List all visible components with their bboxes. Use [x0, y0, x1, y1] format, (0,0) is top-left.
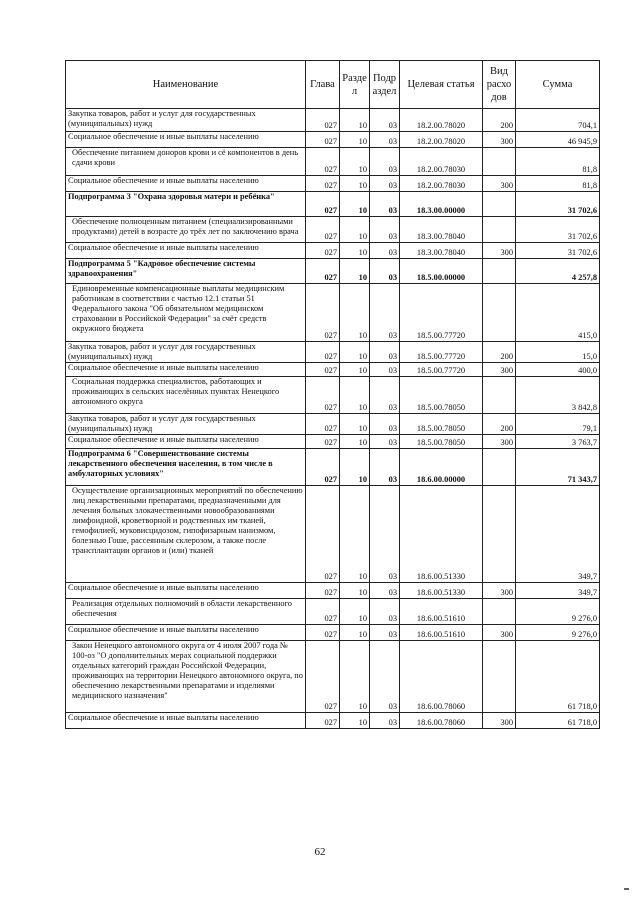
row-subsection-cell: 03: [370, 435, 400, 449]
row-name-cell: Подпрограмма 5 "Кадровое обеспечение системы здравоохранения": [66, 259, 306, 284]
table-row: [66, 109, 600, 132]
row-name-cell: Закупка товаров, работ и услуг для государственных (муниципальных) нужд: [66, 109, 306, 132]
table-row: [66, 148, 600, 176]
row-subsection-cell: 03: [370, 284, 400, 342]
row-name-cell: Социальная поддержка специалистов, работающих и проживающих в сельских населённых пунктах Ненецкого автономного округа: [66, 377, 306, 414]
row-amount-cell: 81,8: [516, 176, 600, 192]
header-exptype: Вид расхо дов: [483, 61, 516, 109]
header-chapter: Глава: [306, 61, 340, 109]
row-exptype-cell: [483, 148, 516, 176]
row-name-cell: Осуществление организационных мероприятий по обеспечению лиц лекарственными препаратами, предназначенными для лечения больных злокачественными новообразованиями лимфоидной, кроветворной и родственных им тканей, гемофилией, муковисцидозом, гипофизарным нанизмом, болезнью Гоше, рассеянным склерозом, а также после трансплантации органов и (или) тканей: [66, 486, 306, 583]
row-amount-cell: 46 945,9: [516, 132, 600, 148]
row-subsection-cell: 03: [370, 625, 400, 641]
row-name-cell: Социальное обеспечение и иные выплаты населению: [66, 176, 306, 192]
row-subsection-cell: 03: [370, 259, 400, 284]
table-row: [66, 192, 600, 217]
row-amount-cell: 415,0: [516, 284, 600, 342]
row-exptype-cell: [483, 449, 516, 486]
row-chapter-cell: 027: [306, 148, 340, 176]
table-row: [66, 486, 600, 583]
row-target-cell: 18.5.00.78050: [400, 435, 483, 449]
row-target-cell: 18.3.00.78040: [400, 243, 483, 259]
row-chapter-cell: 027: [306, 342, 340, 363]
row-subsection-cell: 03: [370, 132, 400, 148]
row-target-cell: 18.6.00.00000: [400, 449, 483, 486]
row-exptype-cell: 300: [483, 435, 516, 449]
row-target-cell: 18.5.00.77720: [400, 363, 483, 377]
row-amount-cell: 81,8: [516, 148, 600, 176]
row-target-cell: 18.5.00.77720: [400, 284, 483, 342]
header-target: Целевая статья: [400, 61, 483, 109]
table-row: [66, 132, 600, 148]
row-exptype-cell: 200: [483, 342, 516, 363]
table-row: [66, 259, 600, 284]
row-subsection-cell: 03: [370, 599, 400, 625]
row-subsection-cell: 03: [370, 449, 400, 486]
row-amount-cell: 79,1: [516, 414, 600, 435]
row-chapter-cell: 027: [306, 449, 340, 486]
row-exptype-cell: 300: [483, 363, 516, 377]
table-row: [66, 243, 600, 259]
row-target-cell: 18.6.00.78060: [400, 713, 483, 729]
row-section-cell: 10: [340, 486, 370, 583]
row-exptype-cell: 200: [483, 109, 516, 132]
row-amount-cell: 15,0: [516, 342, 600, 363]
header-name: Наименование: [66, 61, 306, 109]
row-name-cell: Обеспечение полноценным питанием (специализированными продуктами) детей в возрасте до трёх лет по заключению врача: [66, 217, 306, 243]
row-section-cell: 10: [340, 377, 370, 414]
row-amount-cell: 9 276,0: [516, 625, 600, 641]
row-section-cell: 10: [340, 132, 370, 148]
row-target-cell: 18.6.00.51610: [400, 625, 483, 641]
budget-table: [65, 60, 600, 729]
row-section-cell: 10: [340, 625, 370, 641]
row-section-cell: 10: [340, 176, 370, 192]
row-exptype-cell: [483, 259, 516, 284]
row-name-cell: Закон Ненецкого автономного округа от 4 июля 2007 года № 100-оз "О дополнительных мерах социальной поддержки отдельных категорий граждан Российской Федерации, проживающих на территории Ненецкого автономного округа, по обеспечению лекарственными препаратами и изделиями медицинского назначения": [66, 641, 306, 713]
row-subsection-cell: 03: [370, 641, 400, 713]
row-subsection-cell: 03: [370, 192, 400, 217]
header-subsection: Подр аздел: [370, 61, 400, 109]
row-amount-cell: 4 257,8: [516, 259, 600, 284]
table-row: [66, 377, 600, 414]
header-section: Разде л: [340, 61, 370, 109]
table-header-row: [66, 61, 600, 109]
table-row: [66, 176, 600, 192]
row-subsection-cell: 03: [370, 243, 400, 259]
row-amount-cell: 3 842,8: [516, 377, 600, 414]
row-amount-cell: 3 763,7: [516, 435, 600, 449]
row-amount-cell: 400,0: [516, 363, 600, 377]
row-section-cell: 10: [340, 109, 370, 132]
row-amount-cell: 61 718,0: [516, 713, 600, 729]
row-name-cell: Реализация отдельных полномочий в области лекарственного обеспечения: [66, 599, 306, 625]
row-target-cell: 18.6.00.51330: [400, 486, 483, 583]
row-amount-cell: 61 718,0: [516, 641, 600, 713]
row-name-cell: Закупка товаров, работ и услуг для государственных (муниципальных) нужд: [66, 342, 306, 363]
row-chapter-cell: 027: [306, 192, 340, 217]
row-chapter-cell: 027: [306, 414, 340, 435]
row-amount-cell: 31 702,6: [516, 217, 600, 243]
table-row: [66, 599, 600, 625]
row-subsection-cell: 03: [370, 486, 400, 583]
row-exptype-cell: [483, 377, 516, 414]
row-name-cell: Социальное обеспечение и иные выплаты населению: [66, 132, 306, 148]
page-number: 62: [314, 846, 326, 858]
row-exptype-cell: 300: [483, 243, 516, 259]
row-subsection-cell: 03: [370, 176, 400, 192]
row-exptype-cell: [483, 599, 516, 625]
row-chapter-cell: 027: [306, 435, 340, 449]
row-subsection-cell: 03: [370, 377, 400, 414]
row-exptype-cell: 300: [483, 583, 516, 599]
row-chapter-cell: 027: [306, 583, 340, 599]
row-amount-cell: 349,7: [516, 486, 600, 583]
row-exptype-cell: 300: [483, 132, 516, 148]
row-name-cell: Социальное обеспечение и иные выплаты населению: [66, 363, 306, 377]
row-chapter-cell: 027: [306, 599, 340, 625]
row-chapter-cell: 027: [306, 377, 340, 414]
row-chapter-cell: 027: [306, 109, 340, 132]
scan-mark: [624, 888, 629, 890]
row-name-cell: Социальное обеспечение и иные выплаты населению: [66, 435, 306, 449]
row-target-cell: 18.5.00.00000: [400, 259, 483, 284]
row-subsection-cell: 03: [370, 713, 400, 729]
table-row: [66, 342, 600, 363]
row-exptype-cell: [483, 486, 516, 583]
header-amount: Сумма: [516, 61, 600, 109]
row-subsection-cell: 03: [370, 148, 400, 176]
row-exptype-cell: [483, 641, 516, 713]
row-subsection-cell: 03: [370, 414, 400, 435]
row-exptype-cell: 300: [483, 713, 516, 729]
row-name-cell: Социальное обеспечение и иные выплаты населению: [66, 713, 306, 729]
row-chapter-cell: 027: [306, 217, 340, 243]
row-section-cell: 10: [340, 713, 370, 729]
row-target-cell: 18.2.00.78030: [400, 148, 483, 176]
row-section-cell: 10: [340, 192, 370, 217]
row-name-cell: Социальное обеспечение и иные выплаты населению: [66, 583, 306, 599]
row-name-cell: Обеспечение питанием доноров крови и сё компонентов в день сдачи крови: [66, 148, 306, 176]
row-target-cell: 18.5.00.78050: [400, 414, 483, 435]
row-section-cell: 10: [340, 583, 370, 599]
row-subsection-cell: 03: [370, 583, 400, 599]
row-exptype-cell: [483, 217, 516, 243]
row-section-cell: 10: [340, 342, 370, 363]
row-target-cell: 18.6.00.51610: [400, 599, 483, 625]
row-section-cell: 10: [340, 363, 370, 377]
row-section-cell: 10: [340, 148, 370, 176]
table-row: [66, 284, 600, 342]
row-exptype-cell: [483, 284, 516, 342]
row-name-cell: Социальное обеспечение и иные выплаты населению: [66, 625, 306, 641]
row-chapter-cell: 027: [306, 259, 340, 284]
row-target-cell: 18.5.00.77720: [400, 342, 483, 363]
table-row: [66, 625, 600, 641]
row-amount-cell: 9 276,0: [516, 599, 600, 625]
row-subsection-cell: 03: [370, 109, 400, 132]
row-section-cell: 10: [340, 243, 370, 259]
row-section-cell: 10: [340, 435, 370, 449]
table-row: [66, 435, 600, 449]
row-chapter-cell: 027: [306, 243, 340, 259]
row-section-cell: 10: [340, 641, 370, 713]
table-row: [66, 583, 600, 599]
row-chapter-cell: 027: [306, 176, 340, 192]
row-chapter-cell: 027: [306, 486, 340, 583]
row-section-cell: 10: [340, 284, 370, 342]
row-exptype-cell: 300: [483, 176, 516, 192]
row-amount-cell: 704,1: [516, 109, 600, 132]
row-exptype-cell: 200: [483, 414, 516, 435]
table-row: [66, 449, 600, 486]
row-exptype-cell: [483, 192, 516, 217]
row-name-cell: Подпрограмма 6 "Совершенствование системы лекарственного обеспечения населения, в том числе в амбулаторных условиях": [66, 449, 306, 486]
row-section-cell: 10: [340, 217, 370, 243]
row-name-cell: Единовременные компенсационные выплаты медицинским работникам в соответствии с частью 12.1 статьи 51 Федерального закона "Об обязательном медицинском страховании в Российской Федерации" за счёт средств окружного бюджета: [66, 284, 306, 342]
row-subsection-cell: 03: [370, 342, 400, 363]
row-target-cell: 18.6.00.51330: [400, 583, 483, 599]
row-chapter-cell: 027: [306, 625, 340, 641]
row-amount-cell: 31 702,6: [516, 192, 600, 217]
row-name-cell: Социальное обеспечение и иные выплаты населению: [66, 243, 306, 259]
row-target-cell: 18.5.00.78050: [400, 377, 483, 414]
row-chapter-cell: 027: [306, 641, 340, 713]
row-section-cell: 10: [340, 259, 370, 284]
table-row: [66, 363, 600, 377]
row-chapter-cell: 027: [306, 284, 340, 342]
row-amount-cell: 31 702,6: [516, 243, 600, 259]
row-amount-cell: 71 343,7: [516, 449, 600, 486]
row-section-cell: 10: [340, 599, 370, 625]
row-target-cell: 18.2.00.78020: [400, 109, 483, 132]
row-target-cell: 18.3.00.78040: [400, 217, 483, 243]
row-chapter-cell: 027: [306, 132, 340, 148]
table-row: [66, 217, 600, 243]
row-name-cell: Закупка товаров, работ и услуг для государственных (муниципальных) нужд: [66, 414, 306, 435]
row-name-cell: Подпрограмма 3 "Охрана здоровья матери и ребёнка": [66, 192, 306, 217]
row-chapter-cell: 027: [306, 713, 340, 729]
row-chapter-cell: 027: [306, 363, 340, 377]
row-target-cell: 18.6.00.78060: [400, 641, 483, 713]
row-subsection-cell: 03: [370, 363, 400, 377]
row-section-cell: 10: [340, 449, 370, 486]
row-target-cell: 18.2.00.78030: [400, 176, 483, 192]
table-row: [66, 414, 600, 435]
row-target-cell: 18.2.00.78020: [400, 132, 483, 148]
row-section-cell: 10: [340, 414, 370, 435]
table-row: [66, 713, 600, 729]
table-row: [66, 641, 600, 713]
row-amount-cell: 349,7: [516, 583, 600, 599]
row-exptype-cell: 300: [483, 625, 516, 641]
row-target-cell: 18.3.00.00000: [400, 192, 483, 217]
row-subsection-cell: 03: [370, 217, 400, 243]
